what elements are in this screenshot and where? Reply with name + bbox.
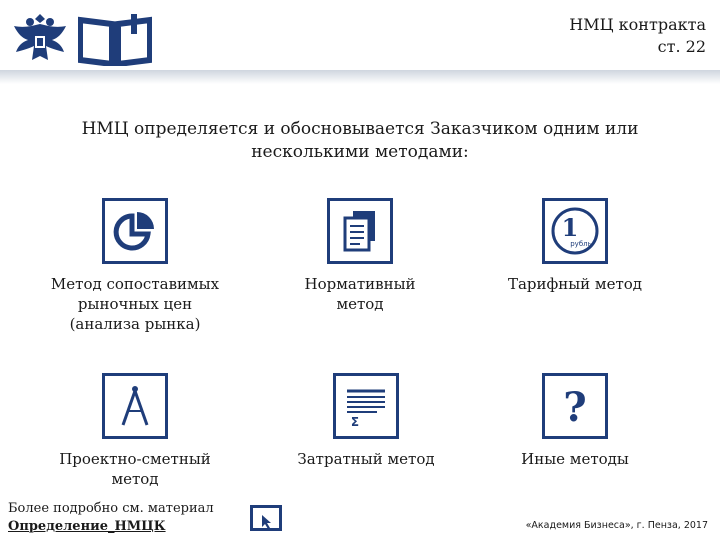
footer-credit: «Академия Бизнеса», г. Пенза, 2017 xyxy=(525,520,708,531)
coin-number: 1 xyxy=(561,213,579,242)
method-label-line: Иные методы xyxy=(521,450,629,468)
header-divider xyxy=(0,70,720,84)
method-cost xyxy=(266,373,466,469)
question-icon xyxy=(550,381,600,431)
documents-icon xyxy=(335,206,385,256)
material-link[interactable]: Определение_НМЦК xyxy=(8,519,166,534)
intro-line-2: несколькими методами: xyxy=(251,142,469,162)
method-label-line: метод xyxy=(336,295,384,313)
method-icon-box xyxy=(333,373,399,439)
method-label-line: метод xyxy=(111,470,159,488)
method-tariff xyxy=(475,198,675,294)
method-label xyxy=(35,274,235,334)
method-label-line: Затратный метод xyxy=(297,450,435,468)
footer-note xyxy=(8,500,214,536)
intro-line-1: НМЦ определяется и обосновывается Заказчиком одним или xyxy=(81,119,639,139)
open-book-icon xyxy=(78,14,152,66)
method-icon-box xyxy=(102,373,168,439)
page-number: ст. 22 xyxy=(657,37,706,56)
method-label-line: Нормативный xyxy=(304,275,416,293)
slide-title: НМЦ контракта xyxy=(569,15,706,34)
method-label-line: (анализа рынка) xyxy=(69,315,201,333)
method-label xyxy=(266,449,466,469)
coin-ruble-icon xyxy=(548,204,602,258)
intro-text xyxy=(40,118,680,164)
pie-chart-icon xyxy=(110,206,160,256)
question-symbol: ? xyxy=(563,384,587,431)
method-comparable-prices xyxy=(35,198,235,334)
method-icon-box xyxy=(327,198,393,264)
method-other xyxy=(475,373,675,469)
slide-header xyxy=(0,0,720,86)
method-label xyxy=(35,449,235,489)
method-label xyxy=(475,274,675,294)
slide-title-block xyxy=(569,14,706,58)
method-label-line: рыночных цен xyxy=(77,295,193,313)
method-label-line: Тарифный метод xyxy=(507,275,643,293)
hyperlink-button-icon[interactable] xyxy=(250,505,282,531)
sigma-symbol: Σ xyxy=(350,415,360,429)
method-label-line: Проектно-сметный xyxy=(59,450,211,468)
method-label xyxy=(475,449,675,469)
method-icon-box xyxy=(542,373,608,439)
footer-more-text: Более подробно см. материал xyxy=(8,501,214,516)
method-icon-box xyxy=(542,198,608,264)
coat-of-arms-icon xyxy=(10,8,70,68)
method-label-line: Метод сопоставимых xyxy=(50,275,220,293)
method-normative xyxy=(260,198,460,314)
method-label xyxy=(260,274,460,314)
compass-icon xyxy=(110,381,160,431)
coin-text: рубль xyxy=(570,240,592,248)
cost-document-icon xyxy=(341,381,391,431)
method-icon-box xyxy=(102,198,168,264)
method-project-estimate xyxy=(35,373,235,489)
